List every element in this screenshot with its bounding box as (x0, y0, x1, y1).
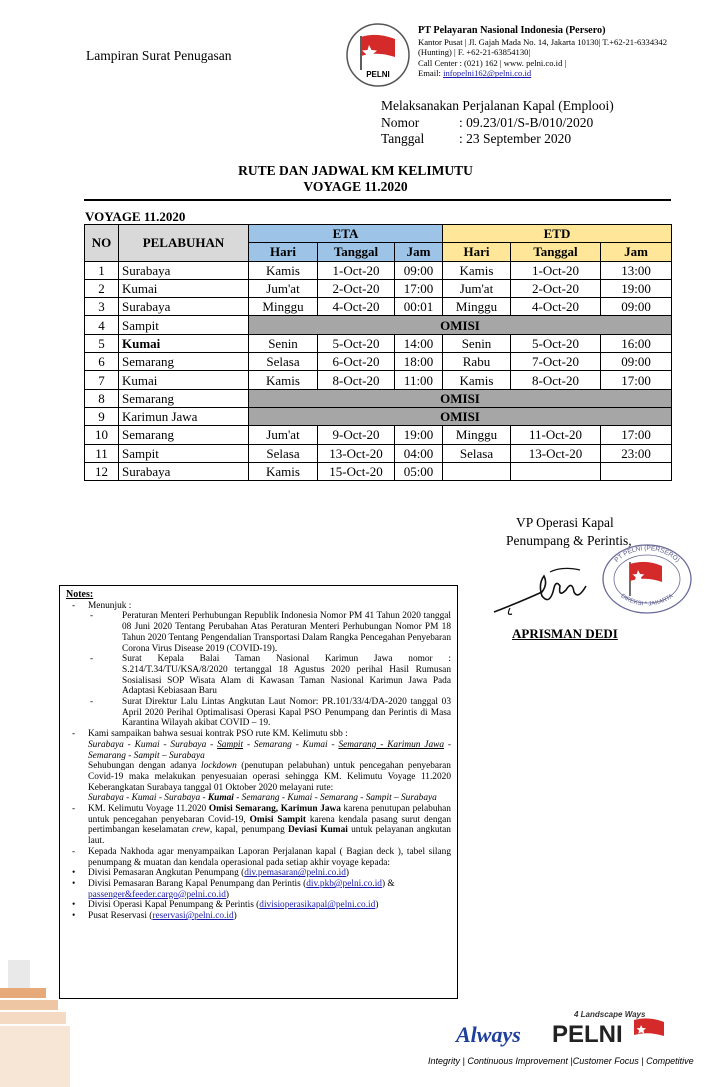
route-text: - Semarang - Sampit – Surabaya (88, 739, 451, 761)
omisi-text: KM. Kelimutu Voyage 11.2020 (88, 804, 209, 815)
etd-jam (601, 462, 672, 480)
row-no: 5 (85, 334, 119, 352)
omisi-text: , kapal, penumpang (209, 825, 289, 836)
handwritten-signature-icon (490, 562, 600, 622)
recipient-email-link[interactable]: div.pkb@pelni.co.id (306, 878, 382, 889)
etd-jam: 09:00 (601, 298, 672, 316)
row-port: Semarang (119, 426, 249, 444)
footer-tagline: Integrity | Continuous Improvement |Customer Focus | Competitive (428, 1056, 694, 1066)
row-no: 9 (85, 407, 119, 425)
header-pelabuhan: PELABUHAN (119, 225, 249, 262)
recipient-close: ) (225, 889, 230, 900)
header-etd-hari: Hari (443, 243, 511, 261)
etd-tanggal: 7-Oct-20 (511, 353, 601, 371)
notes-heading: Notes: (66, 589, 94, 600)
eta-tanggal: 15-Oct-20 (318, 462, 395, 480)
eta-jam: 19:00 (395, 426, 443, 444)
eta-jam: 18:00 (395, 353, 443, 371)
table-row (85, 444, 672, 462)
note-route-adjusted (88, 793, 451, 804)
notes-box (59, 585, 458, 999)
table-row (85, 462, 672, 480)
footer-small-text: 4 Landscape Ways (574, 1010, 646, 1019)
company-email-link[interactable]: infopelni162@pelni.co.id (443, 68, 532, 79)
table-row (85, 298, 672, 316)
email-label: Email: (418, 68, 444, 79)
eta-jam: 04:00 (395, 444, 443, 462)
footer-brand: PELNI (552, 1021, 623, 1048)
meta-purpose: Melaksanakan Perjalanan Kapal (Emplooi) (381, 98, 614, 113)
table-voyage-label: VOYAGE 11.2020 (85, 209, 186, 224)
eta-hari: Kamis (249, 462, 318, 480)
company-stamp-icon (598, 540, 696, 618)
recipient-label: Divisi Operasi Kapal Penumpang & Perintis ( (88, 900, 260, 911)
row-no: 1 (85, 261, 119, 279)
etd-tanggal: 4-Oct-20 (511, 298, 601, 316)
schedule-table (84, 224, 672, 481)
recipient-email-link[interactable]: reservasi@pelni.co.id (152, 911, 234, 922)
etd-tanggal: 1-Oct-20 (511, 261, 601, 279)
eta-tanggal: 8-Oct-20 (318, 371, 395, 389)
company-info (418, 26, 708, 79)
recipient-close: ) (345, 868, 350, 879)
eta-jam: 17:00 (395, 279, 443, 297)
reference-item: - Surat Kepala Balai Taman Nasional Karimun Jawa nomor : S.214/T.34/TU/KSA/8/2020 tertanggal 18 Agustus 2020 perihal Hasil Rumusan Sosialisasi SOP Wisata Alam di Kawasan Taman Nasional Karimun Jawa Pada Adaptasi Kebiasaan Baru (90, 654, 451, 697)
pelni-logo-icon (345, 22, 411, 88)
company-name: PT Pelayaran Nasional Indonesia (Persero) (418, 25, 606, 36)
etd-hari: Rabu (443, 353, 511, 371)
row-no: 4 (85, 316, 119, 334)
eta-tanggal: 9-Oct-20 (318, 426, 395, 444)
etd-tanggal (511, 462, 601, 480)
row-port: Sampit (119, 444, 249, 462)
omisi-cell: OMISI (249, 407, 672, 425)
eta-tanggal: 13-Oct-20 (318, 444, 395, 462)
company-line: Kantor Pusat | Jl. Gajah Mada No. 14, Jakarta 10130| T.+62-21-6334342 (418, 36, 668, 47)
recipient-close: ) & (381, 878, 395, 889)
row-no: 8 (85, 389, 119, 407)
etd-jam: 19:00 (601, 279, 672, 297)
etd-hari: Jum'at (443, 279, 511, 297)
route-text: Surabaya - Kumai - Surabaya - (88, 739, 218, 750)
etd-tanggal: 8-Oct-20 (511, 371, 601, 389)
stamp-bottom-text: DIREKSI * JAKARTA (619, 593, 675, 608)
header-eta-jam: Jam (395, 243, 443, 261)
recipient-email-link[interactable]: div.pemasaran@pelni.co.id (244, 868, 346, 879)
etd-hari: Minggu (443, 298, 511, 316)
title-line-2: VOYAGE 11.2020 (303, 179, 408, 194)
eta-hari: Minggu (249, 298, 318, 316)
header-eta: ETA (249, 225, 443, 243)
etd-jam: 13:00 (601, 261, 672, 279)
eta-hari: Senin (249, 334, 318, 352)
report-instruction: Kepada Nakhoda agar menyampaikan Laporan Perjalanan kapal ( Bagian deck ), tabel silang penumpang & muatan dan kendala operasional pada setiap akhir voyage kepada: (88, 846, 451, 868)
stamp-top-text: PT PELNI (PERSERO) (613, 544, 681, 564)
etd-hari: Senin (443, 334, 511, 352)
omisi-text: Omisi Semarang, Karimun Jawa (208, 804, 341, 815)
nomor-label: Nomor (381, 114, 420, 130)
reference-item: - Peraturan Menteri Perhubungan Republik Indonesia Nomor PM 41 Tahun 2020 tanggal 08 Juni 2020 Tentang Perubahan Atas Peraturan Menteri Perhubungan Nomor PM 18 Tahun 2020 Tentang Pengendalian Transportasi Dalam Rangka Pencegahan Penyebaran Corona Virus Disease 2019 (COVID-19). (90, 611, 451, 654)
row-port: Surabaya (119, 298, 249, 316)
row-port: Semarang (119, 389, 249, 407)
note-item: - Kami sampaikan bahwa sesuai kontrak PSO rute KM. Kelimutu sbb : Surabaya - Kumai - Surabaya - Sampit - Semarang - Kumai - Semarang - Karimun Jawa - Semarang - Sampit – Surabaya Sehubungan dengan adanya lockdown (penutupan pelabuhan) untuk pencegahan penyebaran Covid-19 maka melakukan penyesuaian operasi sehingga KM. Kelimutu Voyage 11.2020 Keberangkatan Surabaya tanggal 01 Oktober 2020 melayani rute: Surabaya - Kumai - Surabaya - Kumai - Semarang - Kumai - Semarang - Sampit – Surabaya (72, 729, 451, 804)
table-row (85, 279, 672, 297)
lampiran-label: Lampiran Surat Penugasan (86, 48, 232, 63)
table-row (85, 261, 672, 279)
eta-hari: Jum'at (249, 426, 318, 444)
etd-jam: 09:00 (601, 353, 672, 371)
eta-jam: 14:00 (395, 334, 443, 352)
table-row (85, 389, 672, 407)
recipient-close: ) (233, 911, 237, 922)
row-no: 7 (85, 371, 119, 389)
table-row (85, 407, 672, 425)
etd-hari (443, 462, 511, 480)
footer-always: Always (456, 1022, 521, 1047)
etd-hari: Kamis (443, 261, 511, 279)
reference-text: Surat Kepala Balai Taman Nasional Karimun Jawa nomor : S.214/T.34/TU/KSA/8/2020 tertanggal 18 Agustus 2020 perihal Hasil Rumusan Sosialisasi SOP Wisata Alam di Kawasan Taman Nasional Karimun Jawa Pada Adaptasi Kebiasaan Baru (122, 654, 451, 697)
svg-text:DIREKSI * JAKARTA (619, 593, 674, 607)
row-no: 3 (85, 298, 119, 316)
row-no: 12 (85, 462, 119, 480)
row-port: Surabaya (119, 462, 249, 480)
etd-tanggal: 13-Oct-20 (511, 444, 601, 462)
eta-jam: 11:00 (395, 371, 443, 389)
route-text: - Semarang - Kumai - Semarang - Sampit – Surabaya (233, 793, 437, 804)
note-menunjuk: Menunjuk : (88, 600, 132, 611)
note-route-contract (88, 740, 451, 761)
reference-item: - Surat Direktur Lalu Lintas Angkutan Laut Nomor: PR.101/33/4/DA-2020 tanggal 03 April 2020 Perihal Optimalisasi Operasi Kapal PSO Penumpang dan Perintis di Masa Karantina Wilayah akibat COVID – 19. (90, 697, 451, 729)
etd-tanggal: 11-Oct-20 (511, 426, 601, 444)
etd-tanggal: 5-Oct-20 (511, 334, 601, 352)
row-port: Kumai (119, 334, 249, 352)
table-row (85, 426, 672, 444)
table-row (85, 316, 672, 334)
adjust-text: (penutupan pelabuhan) untuk pencegahan penyebaran Covid-19 maka melakukan penyesuaian operasi sehingga KM. Kelimutu Voyage 11.2020 Keberangkatan Surabaya tanggal 01 Oktober 2020 melayani rute: (88, 761, 451, 793)
omisi-text: untuk pelayanan angkutan laut. (88, 825, 451, 847)
company-email-line (418, 68, 708, 79)
ship-decoration-icon (0, 960, 70, 1087)
tanggal-value: : 23 September 2020 (459, 131, 572, 146)
reference-text: Surat Direktur Lalu Lintas Angkutan Laut Nomor: PR.101/33/4/DA-2020 tanggal 03 April 2020 Perihal Optimalisasi Operasi Kapal PSO Penumpang dan Perintis di Masa Karantina Wilayah akibat COVID – 19. (122, 697, 451, 729)
row-port: Surabaya (119, 261, 249, 279)
header-eta-hari: Hari (249, 243, 318, 261)
signatory-title-2: Penumpang & Perintis, (506, 533, 632, 548)
omisi-cell: OMISI (249, 316, 672, 334)
etd-hari: Selasa (443, 444, 511, 462)
notes-list (66, 601, 451, 922)
etd-jam: 16:00 (601, 334, 672, 352)
note-item: - KM. Kelimutu Voyage 11.2020 Omisi Semarang, Karimun Jawa karena penutupan pelabuhan untuk pencegahan penyebaran Covid-19, Omisi Sampit karena kendala pasang surut dengan pertimbangan keselamatan crew, kapal, penumpang Deviasi Kumai untuk pelayanan angkutan laut. (72, 804, 451, 847)
signatory-title-1: VP Operasi Kapal (516, 515, 614, 530)
omisi-cell: OMISI (249, 389, 672, 407)
recipient-label: Divisi Pemasaran Barang Kapal Penumpang dan Perintis ( (88, 878, 307, 889)
eta-jam: 09:00 (395, 261, 443, 279)
recipient-close: ) (375, 900, 379, 911)
document-title (0, 163, 711, 195)
eta-hari: Kamis (249, 261, 318, 279)
eta-jam: 00:01 (395, 298, 443, 316)
table-row (85, 353, 672, 371)
note-adjustment (88, 761, 451, 793)
omisi-text: Omisi Sampit (249, 814, 306, 825)
route-text: Surabaya - Kumai - Surabaya - (88, 793, 208, 804)
header-etd: ETD (443, 225, 672, 243)
eta-tanggal: 1-Oct-20 (318, 261, 395, 279)
omisi-text: karena kendala pasang surut dengan pertimbangan keselamatan (88, 814, 451, 836)
route-text: Kumai (207, 793, 234, 804)
row-no: 2 (85, 279, 119, 297)
eta-hari: Selasa (249, 444, 318, 462)
row-no: 10 (85, 426, 119, 444)
title-line-1: RUTE DAN JADWAL KM KELIMUTU (238, 163, 473, 178)
route-text: Semarang - Karimun Jawa (338, 739, 445, 750)
etd-hari: Kamis (443, 371, 511, 389)
eta-hari: Kamis (249, 371, 318, 389)
signatory-name: APRISMAN DEDI (512, 626, 618, 641)
logo-text: PELNI (366, 70, 390, 79)
route-text: Sampit (217, 739, 244, 750)
note-item: - Kepada Nakhoda agar menyampaikan Laporan Perjalanan kapal ( Bagian deck ), tabel silang penumpang & muatan dan kendala operasional pada setiap akhir voyage kepada: (72, 846, 451, 868)
company-line: Call Center : (021) 162 | www. pelni.co.id | (418, 57, 567, 68)
recipient-item: • Divisi Pemasaran Barang Kapal Penumpang dan Perintis (div.pkb@pelni.co.id) & passenger&feeder.cargo@pelni.co.id) (72, 878, 395, 900)
header-no: NO (85, 225, 119, 262)
recipient-item: • Divisi Pemasaran Angkutan Penumpang (div.pemasaran@pelni.co.id) (72, 868, 350, 879)
nomor-value: : 09.23/01/S-B/010/2020 (459, 114, 594, 130)
etd-hari: Minggu (443, 426, 511, 444)
recipient-email-link[interactable]: divisioperasikapal@pelni.co.id (259, 900, 376, 911)
table-row (85, 334, 672, 352)
eta-tanggal: 2-Oct-20 (318, 279, 395, 297)
header-eta-tanggal: Tanggal (318, 243, 395, 261)
company-line: (Hunting) | F. +62-21-63854130| (418, 47, 531, 58)
title-divider (84, 199, 671, 201)
note-item: - Menunjuk : - Peraturan Menteri Perhubungan Republik Indonesia Nomor PM 41 Tahun 2020 tanggal 08 Juni 2020 Tentang Perubahan Atas Peraturan Menteri Perhubungan Nomor PM 18 Tahun 2020 Tentang Pengendalian Transportasi Dalam Rangka Pencegahan Penyebaran Corona Virus Disease 2019 (COVID-19). - Surat Kepala Balai Taman Nasional Karimun Jawa nomor : S.214/T.34/TU/KSA/8/2020 tertanggal 18 Agustus 2020 perihal Hasil Rumusan Sosialisasi SOP Wisata Alam di Kawasan Taman Nasional Karimun Jawa Pada Adaptasi Kebiasaan Baru - Surat Direktur Lalu Lintas Angkutan Laut Nomor: PR.101/33/4/DA-2020 tanggal 03 April 2020 Perihal Optimalisasi Operasi Kapal PSO Penumpang dan Perintis di Masa Karantina Wilayah akibat COVID – 19. (72, 600, 451, 729)
header-etd-jam: Jam (601, 243, 672, 261)
recipient-label: Divisi Pemasaran Angkutan Penumpang ( (88, 868, 245, 879)
etd-tanggal: 2-Oct-20 (511, 279, 601, 297)
letter-meta (381, 98, 614, 148)
note-pso-intro: Kami sampaikan bahwa sesuai kontrak PSO rute KM. Kelimutu sbb : (88, 729, 348, 740)
row-port: Karimun Jawa (119, 407, 249, 425)
recipient-label: Pusat Reservasi ( (88, 911, 153, 922)
recipient-email-link[interactable]: passenger&feeder.cargo@pelni.co.id (88, 889, 226, 900)
header-etd-tanggal: Tanggal (511, 243, 601, 261)
etd-jam: 17:00 (601, 426, 672, 444)
recipient-item: • Divisi Operasi Kapal Penumpang & Perintis (divisioperasikapal@pelni.co.id) (72, 900, 379, 911)
row-no: 6 (85, 353, 119, 371)
etd-jam: 23:00 (601, 444, 672, 462)
tanggal-label: Tanggal (381, 131, 425, 146)
omisi-text: crew (192, 825, 210, 836)
row-no: 11 (85, 444, 119, 462)
eta-tanggal: 6-Oct-20 (318, 353, 395, 371)
row-port: Semarang (119, 353, 249, 371)
recipient-item: • Pusat Reservasi (reservasi@pelni.co.id) (72, 911, 237, 922)
adjust-text: Sehubungan dengan adanya (88, 761, 201, 772)
svg-text:PT PELNI (PERSERO) (613, 545, 680, 564)
eta-hari: Jum'at (249, 279, 318, 297)
route-text: - Semarang - Kumai - (243, 739, 339, 750)
eta-hari: Selasa (249, 353, 318, 371)
eta-jam: 05:00 (395, 462, 443, 480)
row-port: Kumai (119, 371, 249, 389)
omisi-text: karena penutupan pelabuhan untuk pencegahan penyebaran Covid-19, (88, 804, 451, 825)
row-port: Sampit (119, 316, 249, 334)
adjust-text: lockdown (200, 761, 237, 772)
always-pelni-logo-icon (454, 1006, 684, 1048)
eta-tanggal: 5-Oct-20 (318, 334, 395, 352)
row-port: Kumai (119, 279, 249, 297)
reference-text: Peraturan Menteri Perhubungan Republik Indonesia Nomor PM 41 Tahun 2020 tanggal 08 Juni 2020 Tentang Perubahan Atas Peraturan Menteri Perhubungan Nomor PM 18 Tahun 2020 Tentang Pengendalian Transportasi Dalam Rangka Pencegahan Penyebaran Corona Virus Disease 2019 (COVID-19). (122, 611, 451, 654)
etd-jam: 17:00 (601, 371, 672, 389)
eta-tanggal: 4-Oct-20 (318, 298, 395, 316)
table-row (85, 371, 672, 389)
omisi-text: Deviasi Kumai (288, 825, 348, 836)
